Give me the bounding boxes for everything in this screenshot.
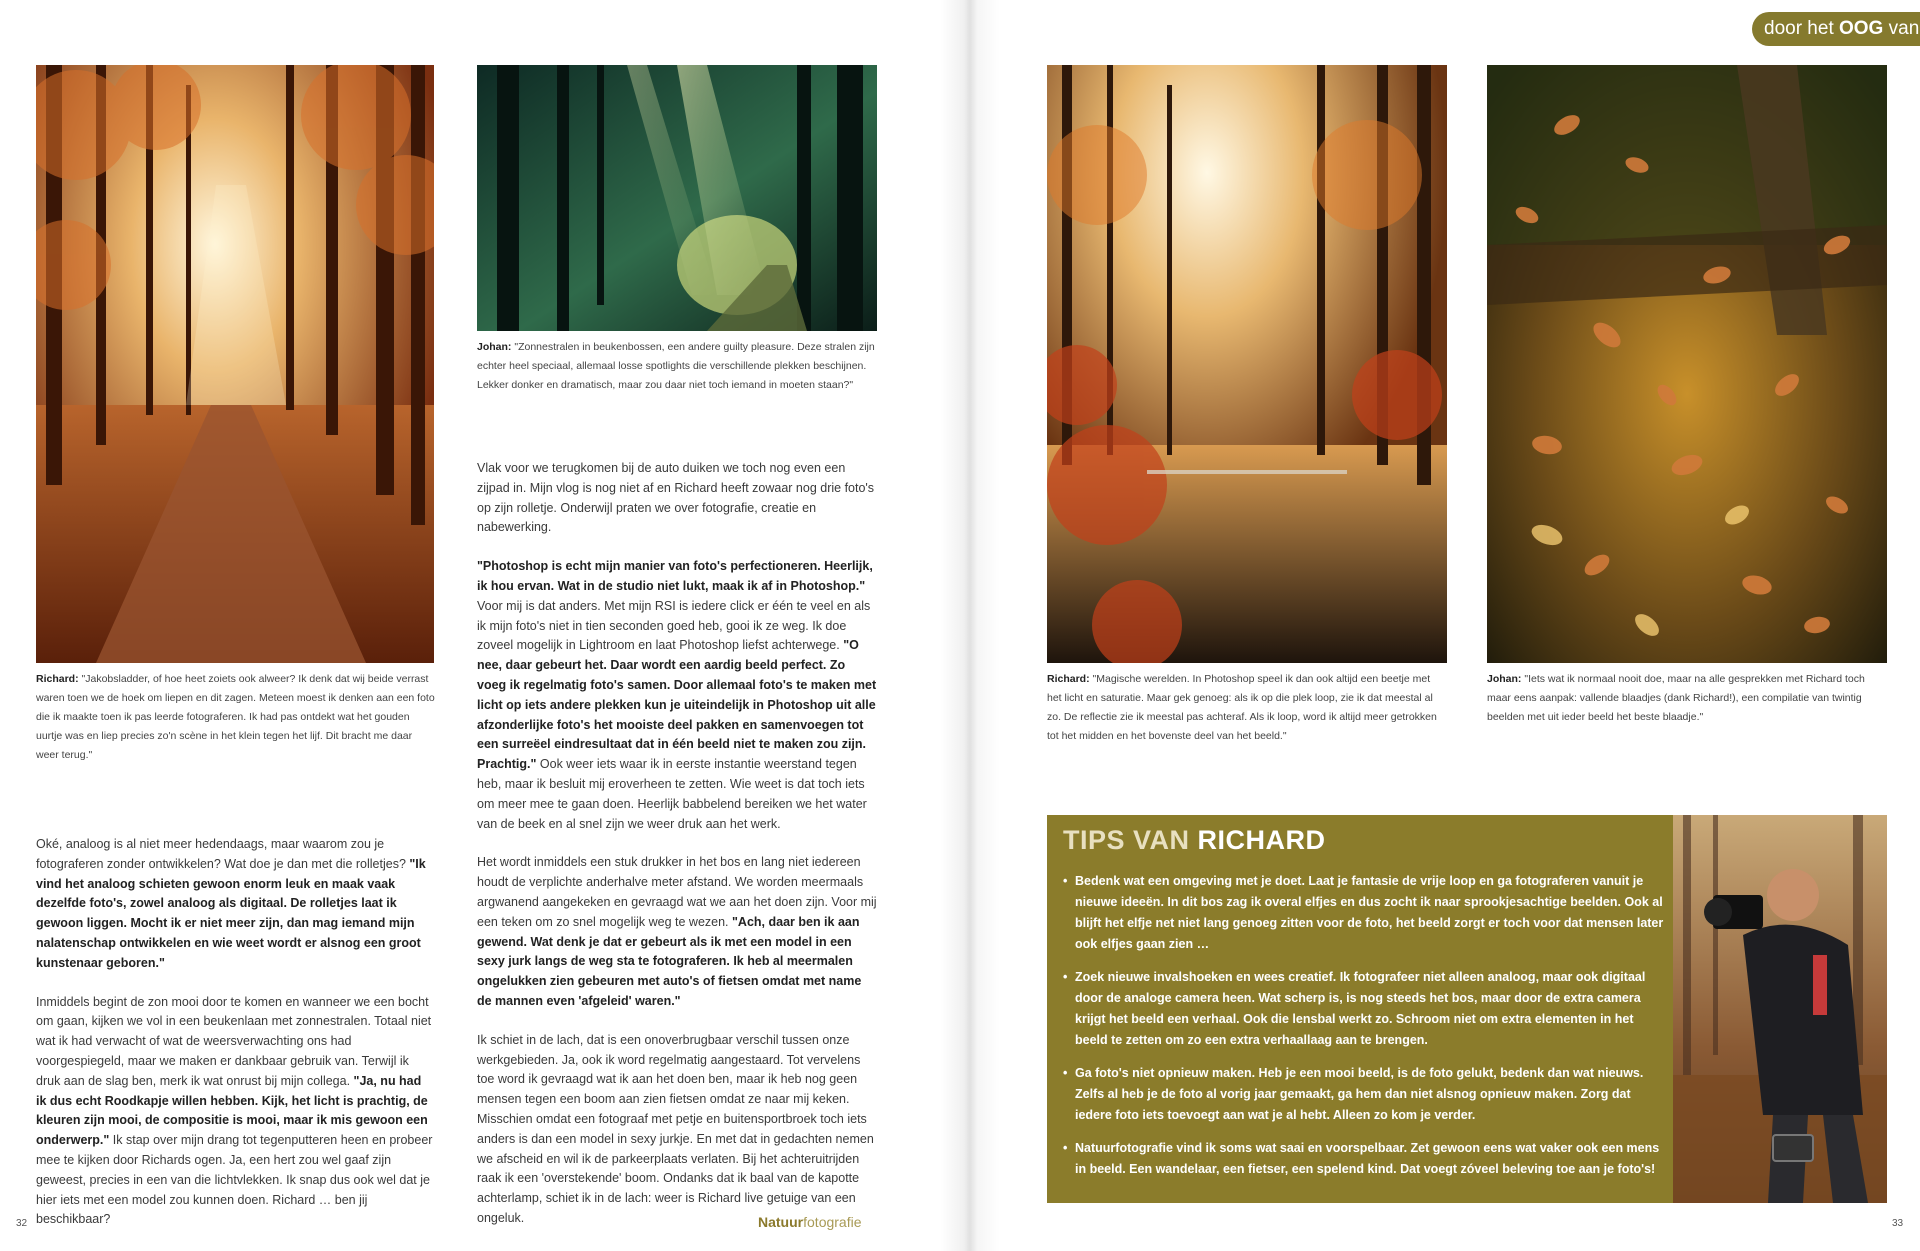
caption-photo3 xyxy=(1047,670,1447,746)
tips-box xyxy=(1047,815,1887,1203)
col2-p2-quote-1: "Photoshop is echt mijn manier van foto's perfectioneren. Heerlijk, ik hou ervan. Wat in de studio niet lukt, maak ik af in Photoshop." xyxy=(477,559,873,593)
caption-photo2-text: "Zonnestralen in beukenbossen, een andere guilty pleasure. Deze stralen zijn echter heel speciaal, allemaal losse spotlights die verschillende plekken beschijnen. Lekker donker en dramatisch, maar zou daar niet toch iemand in moeten staan?" xyxy=(477,341,875,391)
caption-photo1-text: "Jakobsladder, of hoe heet zoiets ook alweer? Ik denk dat wij beide verrast waren toen we de hoek om liepen en dit zagen. Meteen moest ik denken aan een foto die ik maakte toen ik pas leerde fotograferen. Ik had pas ontdekt wat het gouden uurtje was en liep precies zo'n scène in het klein tegen het lijf. Dit bracht me daar weer terug." xyxy=(36,673,435,761)
col1-paragraph-2 xyxy=(36,993,434,1231)
article-column-2 xyxy=(477,459,877,1248)
photo-forest-path xyxy=(36,65,434,663)
col2-p2-quote-2: "O nee, daar gebeurt het. Daar wordt een aardig beeld perfect. Zo voeg ik regelmatig foto's samen. Door allemaal foto's te maken met licht op iets andere plekken kun je uiteindelijk in Photoshop uit alle afzonderlijke foto's het mooiste deel pakken en samenvoegen tot een surreëel eindresultaat dat in één beeld niet te maken zou zijn. Prachtig." xyxy=(477,638,877,772)
badge-prefix: door het xyxy=(1764,18,1839,39)
photo-photographer xyxy=(1673,815,1887,1203)
magazine-logo-light: fotografie xyxy=(803,1214,862,1230)
caption-photo1 xyxy=(36,670,436,765)
caption-photo4-text: "Iets wat ik normaal nooit doe, maar na alle gesprekken met Richard toch maar eens aanpak: vallende blaadjes (dank Richard!), een compilatie van twintig beelden met uit ieder beeld het beste blaadje." xyxy=(1487,673,1865,723)
tip-item: • Zoek nieuwe invalshoeken en wees creatief. Ik fotografeer niet alleen analoog, maar ook digitaal door de analoge camera heen. Wat scherp is, is nog steeds het bos, maar door de extra camera krijgt het beeld een verhaal. Ook die lensbal werkt zo. Schroom niet om extra elementen in het beeld te zetten om zo een extra verhaallaag aan te brengen. xyxy=(1063,967,1667,1051)
caption-photo4-name: Johan: xyxy=(1487,673,1522,685)
badge-bold: OOG xyxy=(1839,18,1884,39)
caption-photo4 xyxy=(1487,670,1887,727)
col1-p2-quote: "Ja, nu had ik dus echt Roodkapje willen hebben. Kijk, het licht is prachtig, de kleuren zijn mooi, de compositie is mooi, maar ik mis gewoon een onderwerp." xyxy=(36,1073,428,1148)
photo-sunbeams xyxy=(477,65,877,331)
caption-photo3-text: "Magische werelden. In Photoshop speel ik dan ook altijd een beetje met het licht en saturatie. Maar gek genoeg: als ik op die plek loop, zie ik dat meestal al zo. De reflectie zie ik meestal pas achteraf. Als ik loop, word ik altijd meer getrokken tot het midden en het bovenste deel van het beeld." xyxy=(1047,673,1437,742)
page-number-right: 33 xyxy=(1892,1218,1904,1229)
caption-photo2 xyxy=(477,338,877,395)
tips-title xyxy=(1063,825,1326,856)
col1-p1-quote: "Ik vind het analoog schieten gewoon enorm leuk en maak vaak dezelfde foto's, zowel analoog als digitaal. De rolletjes laat ik gewoon liggen. Mocht ik er niet meer zijn, dan mag iemand mijn nalatenschap ontwikkelen en wie weet wordt er alsnog een groot kunstenaar geboren." xyxy=(36,856,426,970)
col1-paragraph-1 xyxy=(36,835,434,974)
col2-paragraph-1: Vlak voor we terugkomen bij de auto duiken we toch nog even een zijpad in. Mijn vlog is nog niet af en Richard heeft zowaar nog drie foto's op zijn rolletje. Onderwijl praten we over fotografie, creatie en nabewerking. xyxy=(477,461,875,535)
photo-magic-reflection xyxy=(1047,65,1447,663)
tip-item: • Ga foto's niet opnieuw maken. Heb je een mooi beeld, is de foto gelukt, bedenk dan wat nieuws. Zelfs al heb je de foto al vorig jaar gemaakt, ga hem dan niet alsnog opnieuw maken. Zorg dat iedere foto iets toevoegt aan wat je al hebt. Alleen zo kom je verder. xyxy=(1063,1063,1667,1126)
caption-photo1-name: Richard: xyxy=(36,673,79,685)
col1-p2-outro: Ik stap over mijn drang tot tegenputteren heen en probeer mee te kijken door Richards ogen. Ja, een hert zou wel gaaf zijn geweest, precies in een van die lichtvlekken. Ik snap dus ook wel dat je hier iets met een model zou kunnen doen. Richard … ben jij beschikbaar? xyxy=(36,1133,433,1227)
page-number-left: 32 xyxy=(16,1218,28,1229)
badge-suffix: van xyxy=(1883,18,1920,39)
magazine-logo xyxy=(758,1214,862,1230)
col1-p1-intro: Oké, analoog is al niet meer hedendaags, maar waarom zou je fotograferen zonder ontwikkelen? Wat doe je dan met die rolletjes? xyxy=(36,837,410,871)
col2-paragraph-4: Ik schiet in de lach, dat is een onoverbrugbaar verschil tussen onze werkgebieden. Ja, ook ik word regelmatig aangestaard. Tot vervelens toe word ik gevraagd wat ik aan het doen ben, maar ik heb nog geen mensen tegen een boom aan zien fietsen omdat ze naar mij keken. Misschien omdat een fotograaf met petje en buitensportbroek toch iets anders is dan een model in sexy jurkje. En met dat in gedachten nemen we afscheid en wil ik de parkeerplaats verlaten. Bij het achteruitrijden raak ik een 'overstekende' boom. Ondanks dat ik baal van de kapotte achterlamp, schiet ik in de lach: weer is Richard live getuige van een ongeluk. xyxy=(477,1032,874,1225)
tips-title-name: RICHARD xyxy=(1197,825,1326,855)
article-column-1 xyxy=(36,835,434,1249)
col2-p3-quote: "Ach, daar ben ik aan gewend. Wat denk je dat er gebeurt als ik met een model in een sexy jurk langs de weg sta te fotograferen. Ik heb al meermalen ongelukken zien gebeuren met auto's of fietsen omdat met name de mannen even 'afgeleid' waren." xyxy=(477,914,862,1008)
col2-p3-intro: Het wordt inmiddels een stuk drukker in het bos en lang niet iedereen houdt de verplichte anderhalve meter afstand. We worden meermaals argwanend aangekeken en gevraagd wat we aan het doen zijn. Voor mij een teken om zo snel mogelijk weg te wezen. xyxy=(477,855,877,929)
magazine-logo-bold: Natuur xyxy=(758,1214,804,1230)
col2-paragraph-3 xyxy=(477,853,877,1011)
section-badge xyxy=(1752,12,1920,46)
col1-p2-intro: Inmiddels begint de zon mooi door te komen en wanneer we een bocht om gaan, kijken we vol in een beukenlaan met zonnestralen. Totaal niet wat ik had verwacht of wat de weersverwachting ons had voorgespiegeld, maar we maken er dankbaar gebruik van. Terwijl ik druk aan de slag ben, merk ik wat onrust bij mijn collega. xyxy=(36,994,432,1088)
photo-falling-leaves xyxy=(1487,65,1887,663)
col2-p2-text-1: Voor mij is dat anders. Met mijn RSI is iedere click er één te veel en als ik mijn foto's niet in tien seconden goed heb, gooi ik ze weg. Ik doe zoveel mogelijk in Lightroom en laat Photoshop liefst achterwege. xyxy=(477,598,871,653)
caption-photo2-name: Johan: xyxy=(477,341,512,353)
tip-item: • Natuurfotografie vind ik soms wat saai en voorspelbaar. Zet gewoon eens wat vaker ook een mens in beeld. Een wandelaar, een fietser, een spelend kind. Dat voegt zóveel beleving toe aan je foto's! xyxy=(1063,1138,1667,1180)
col2-p2-text-2: Ook weer iets waar ik in eerste instantie weerstand tegen heb, maar ik besluit mij eroverheen te zetten. Wie weet is dat toch iets om meer mee te gaan doen. Heerlijk babbelend bereiken we het water van de beek en al snel zijn we weer druk aan het werk. xyxy=(477,757,867,831)
tips-list xyxy=(1063,871,1667,1192)
tip-item: • Bedenk wat een omgeving met je doet. Laat je fantasie de vrije loop en ga fotograferen vanuit je nieuwe ideeën. In dit bos zag ik overal elfjes en dus zocht ik naar sprookjesachtige beelden. Ook al blijft het elfje net niet lang genoeg zitten voor de foto, het beeld zorgt er toch voor dat mensen later ook elfjes gaan zien … xyxy=(1063,871,1667,955)
tips-title-prefix: TIPS VAN xyxy=(1063,825,1198,855)
col2-paragraph-2 xyxy=(477,557,877,834)
caption-photo3-name: Richard: xyxy=(1047,673,1090,685)
